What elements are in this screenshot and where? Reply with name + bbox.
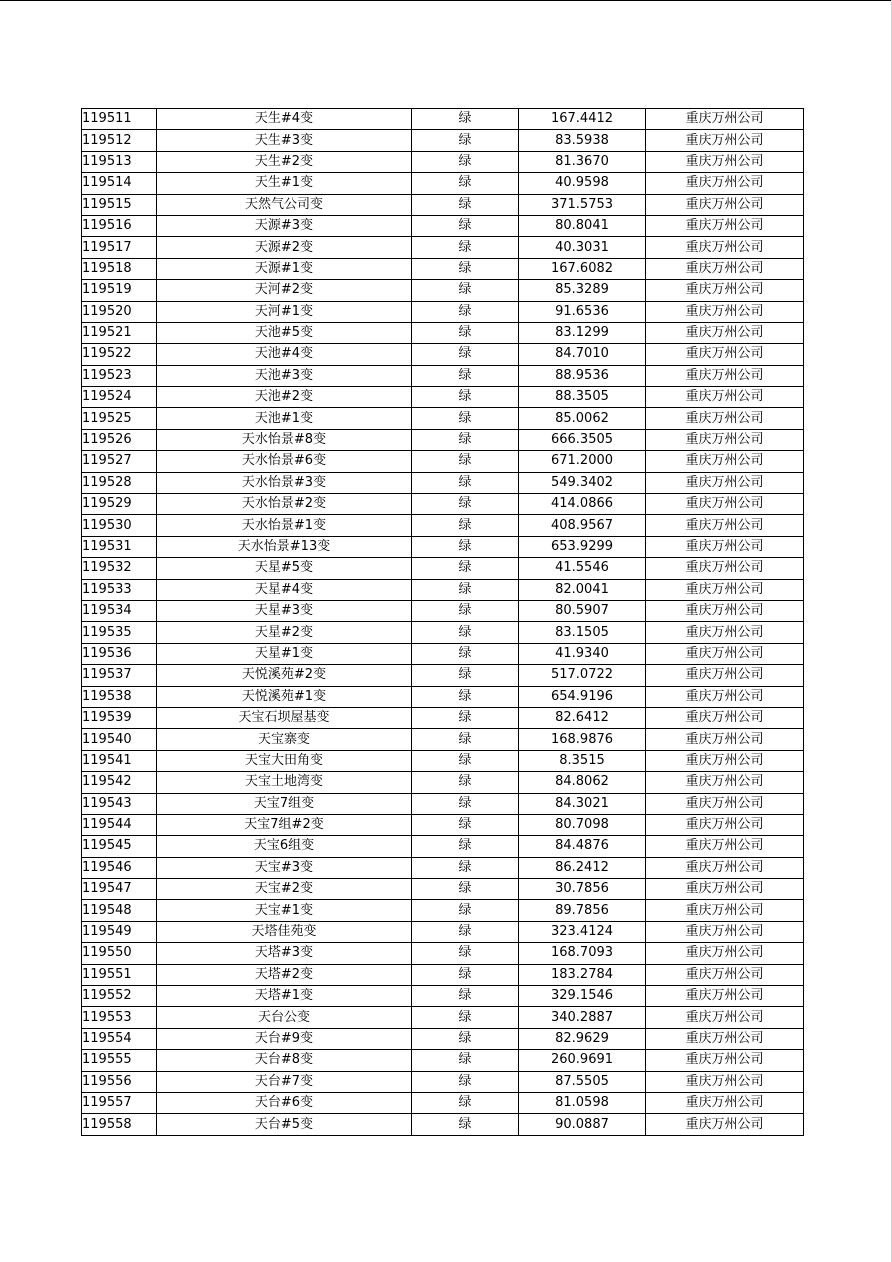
row-company-cell: 重庆万州公司 <box>646 686 804 707</box>
row-id-cell: 119520 <box>82 301 157 322</box>
table-row <box>82 429 804 450</box>
table-row <box>82 750 804 771</box>
table-row <box>82 472 804 493</box>
row-value-cell: 168.7093 <box>519 943 646 964</box>
row-id-cell: 119542 <box>82 772 157 793</box>
row-value-cell: 371.5753 <box>519 194 646 215</box>
row-name-cell: 天水怡景#3变 <box>157 472 412 493</box>
row-type-cell: 绿 <box>412 1028 519 1049</box>
row-name-cell: 天生#2变 <box>157 151 412 172</box>
row-name-cell: 天宝#1变 <box>157 900 412 921</box>
row-name-cell: 天源#3变 <box>157 215 412 236</box>
row-id-cell: 119540 <box>82 729 157 750</box>
row-company-cell: 重庆万州公司 <box>646 857 804 878</box>
row-id-cell: 119513 <box>82 151 157 172</box>
table-row <box>82 322 804 343</box>
row-type-cell: 绿 <box>412 879 519 900</box>
table-row <box>82 793 804 814</box>
row-id-cell: 119534 <box>82 600 157 621</box>
row-value-cell: 80.5907 <box>519 600 646 621</box>
table-row <box>82 258 804 279</box>
table-row <box>82 173 804 194</box>
row-name-cell: 天水怡景#6变 <box>157 451 412 472</box>
row-company-cell: 重庆万州公司 <box>646 1007 804 1028</box>
row-value-cell: 30.7856 <box>519 879 646 900</box>
row-type-cell: 绿 <box>412 707 519 728</box>
row-id-cell: 119555 <box>82 1050 157 1071</box>
row-name-cell: 天宝#3变 <box>157 857 412 878</box>
row-name-cell: 天河#1变 <box>157 301 412 322</box>
table-row <box>82 943 804 964</box>
row-value-cell: 671.2000 <box>519 451 646 472</box>
row-name-cell: 天宝7组变 <box>157 793 412 814</box>
row-type-cell: 绿 <box>412 558 519 579</box>
table-row <box>82 921 804 942</box>
row-value-cell: 8.3515 <box>519 750 646 771</box>
row-type-cell: 绿 <box>412 964 519 985</box>
row-id-cell: 119538 <box>82 686 157 707</box>
table-row <box>82 1028 804 1049</box>
row-type-cell: 绿 <box>412 921 519 942</box>
row-id-cell: 119541 <box>82 750 157 771</box>
row-company-cell: 重庆万州公司 <box>646 665 804 686</box>
row-company-cell: 重庆万州公司 <box>646 280 804 301</box>
row-company-cell: 重庆万州公司 <box>646 494 804 515</box>
row-id-cell: 119544 <box>82 814 157 835</box>
row-type-cell: 绿 <box>412 579 519 600</box>
row-id-cell: 119556 <box>82 1071 157 1092</box>
table-row <box>82 408 804 429</box>
table-row <box>82 707 804 728</box>
row-type-cell: 绿 <box>412 1050 519 1071</box>
table-row <box>82 237 804 258</box>
row-name-cell: 天塔#2变 <box>157 964 412 985</box>
table-row <box>82 1092 804 1113</box>
row-id-cell: 119511 <box>82 109 157 130</box>
row-id-cell: 119514 <box>82 173 157 194</box>
row-type-cell: 绿 <box>412 750 519 771</box>
row-name-cell: 天悦溪苑#1变 <box>157 686 412 707</box>
row-type-cell: 绿 <box>412 387 519 408</box>
row-type-cell: 绿 <box>412 1092 519 1113</box>
row-id-cell: 119551 <box>82 964 157 985</box>
row-company-cell: 重庆万州公司 <box>646 707 804 728</box>
row-name-cell: 天星#2变 <box>157 622 412 643</box>
row-value-cell: 167.4412 <box>519 109 646 130</box>
row-type-cell: 绿 <box>412 986 519 1007</box>
row-company-cell: 重庆万州公司 <box>646 772 804 793</box>
row-type-cell: 绿 <box>412 857 519 878</box>
row-value-cell: 83.1299 <box>519 322 646 343</box>
row-id-cell: 119535 <box>82 622 157 643</box>
table-row <box>82 1114 804 1135</box>
row-name-cell: 天星#1变 <box>157 643 412 664</box>
row-company-cell: 重庆万州公司 <box>646 558 804 579</box>
row-type-cell: 绿 <box>412 643 519 664</box>
row-name-cell: 天台#8变 <box>157 1050 412 1071</box>
row-value-cell: 85.3289 <box>519 280 646 301</box>
row-id-cell: 119521 <box>82 322 157 343</box>
row-name-cell: 天宝寨变 <box>157 729 412 750</box>
row-name-cell: 天宝土地湾变 <box>157 772 412 793</box>
row-name-cell: 天水怡景#13变 <box>157 536 412 557</box>
row-id-cell: 119557 <box>82 1092 157 1113</box>
row-type-cell: 绿 <box>412 301 519 322</box>
row-value-cell: 408.9567 <box>519 515 646 536</box>
row-company-cell: 重庆万州公司 <box>646 1092 804 1113</box>
row-value-cell: 653.9299 <box>519 536 646 557</box>
row-type-cell: 绿 <box>412 322 519 343</box>
row-value-cell: 84.8062 <box>519 772 646 793</box>
table-row <box>82 900 804 921</box>
table-row <box>82 536 804 557</box>
table-row <box>82 986 804 1007</box>
table-row <box>82 814 804 835</box>
table-row <box>82 665 804 686</box>
row-name-cell: 天源#2变 <box>157 237 412 258</box>
table-row <box>82 579 804 600</box>
row-name-cell: 天宝#2变 <box>157 879 412 900</box>
data-table <box>81 108 804 1136</box>
row-type-cell: 绿 <box>412 729 519 750</box>
table-row <box>82 130 804 151</box>
row-value-cell: 89.7856 <box>519 900 646 921</box>
row-id-cell: 119548 <box>82 900 157 921</box>
row-value-cell: 666.3505 <box>519 429 646 450</box>
row-id-cell: 119529 <box>82 494 157 515</box>
row-value-cell: 87.5505 <box>519 1071 646 1092</box>
row-value-cell: 81.3670 <box>519 151 646 172</box>
row-value-cell: 83.5938 <box>519 130 646 151</box>
table-row <box>82 109 804 130</box>
row-company-cell: 重庆万州公司 <box>646 1028 804 1049</box>
row-id-cell: 119518 <box>82 258 157 279</box>
row-value-cell: 80.8041 <box>519 215 646 236</box>
table-row <box>82 515 804 536</box>
row-name-cell: 天星#4变 <box>157 579 412 600</box>
row-value-cell: 84.3021 <box>519 793 646 814</box>
row-type-cell: 绿 <box>412 237 519 258</box>
table-row <box>82 451 804 472</box>
row-type-cell: 绿 <box>412 515 519 536</box>
row-name-cell: 天池#5变 <box>157 322 412 343</box>
row-company-cell: 重庆万州公司 <box>646 365 804 386</box>
table-row <box>82 1007 804 1028</box>
row-value-cell: 167.6082 <box>519 258 646 279</box>
row-value-cell: 80.7098 <box>519 814 646 835</box>
row-company-cell: 重庆万州公司 <box>646 151 804 172</box>
row-value-cell: 654.9196 <box>519 686 646 707</box>
row-id-cell: 119539 <box>82 707 157 728</box>
table-row <box>82 964 804 985</box>
row-id-cell: 119516 <box>82 215 157 236</box>
row-name-cell: 天生#3变 <box>157 130 412 151</box>
row-name-cell: 天塔#1变 <box>157 986 412 1007</box>
row-company-cell: 重庆万州公司 <box>646 750 804 771</box>
table-row <box>82 836 804 857</box>
row-name-cell: 天生#1变 <box>157 173 412 194</box>
row-company-cell: 重庆万州公司 <box>646 1071 804 1092</box>
row-value-cell: 260.9691 <box>519 1050 646 1071</box>
row-type-cell: 绿 <box>412 151 519 172</box>
row-name-cell: 天水怡景#2变 <box>157 494 412 515</box>
row-name-cell: 天生#4变 <box>157 109 412 130</box>
row-company-cell: 重庆万州公司 <box>646 109 804 130</box>
row-id-cell: 119524 <box>82 387 157 408</box>
row-company-cell: 重庆万州公司 <box>646 1114 804 1135</box>
row-name-cell: 天源#1变 <box>157 258 412 279</box>
row-company-cell: 重庆万州公司 <box>646 793 804 814</box>
row-value-cell: 91.6536 <box>519 301 646 322</box>
row-name-cell: 天台#9变 <box>157 1028 412 1049</box>
row-id-cell: 119553 <box>82 1007 157 1028</box>
row-value-cell: 323.4124 <box>519 921 646 942</box>
row-company-cell: 重庆万州公司 <box>646 173 804 194</box>
row-company-cell: 重庆万州公司 <box>646 194 804 215</box>
row-name-cell: 天池#1变 <box>157 408 412 429</box>
row-company-cell: 重庆万州公司 <box>646 258 804 279</box>
row-company-cell: 重庆万州公司 <box>646 600 804 621</box>
row-value-cell: 88.9536 <box>519 365 646 386</box>
row-company-cell: 重庆万州公司 <box>646 130 804 151</box>
row-id-cell: 119531 <box>82 536 157 557</box>
row-value-cell: 85.0062 <box>519 408 646 429</box>
row-type-cell: 绿 <box>412 814 519 835</box>
row-name-cell: 天台#5变 <box>157 1114 412 1135</box>
table-row <box>82 1050 804 1071</box>
row-name-cell: 天宝7组#2变 <box>157 814 412 835</box>
row-type-cell: 绿 <box>412 536 519 557</box>
row-value-cell: 183.2784 <box>519 964 646 985</box>
row-type-cell: 绿 <box>412 686 519 707</box>
row-value-cell: 40.9598 <box>519 173 646 194</box>
row-value-cell: 329.1546 <box>519 986 646 1007</box>
row-company-cell: 重庆万州公司 <box>646 429 804 450</box>
row-type-cell: 绿 <box>412 429 519 450</box>
table-row <box>82 857 804 878</box>
table-body <box>82 109 804 1136</box>
table-row <box>82 280 804 301</box>
row-name-cell: 天塔#3变 <box>157 943 412 964</box>
row-name-cell: 天台#7变 <box>157 1071 412 1092</box>
row-id-cell: 119530 <box>82 515 157 536</box>
table-row <box>82 387 804 408</box>
row-company-cell: 重庆万州公司 <box>646 729 804 750</box>
row-value-cell: 517.0722 <box>519 665 646 686</box>
row-value-cell: 41.9340 <box>519 643 646 664</box>
row-name-cell: 天塔佳苑变 <box>157 921 412 942</box>
row-id-cell: 119545 <box>82 836 157 857</box>
row-name-cell: 天池#2变 <box>157 387 412 408</box>
row-company-cell: 重庆万州公司 <box>646 451 804 472</box>
row-type-cell: 绿 <box>412 472 519 493</box>
row-type-cell: 绿 <box>412 109 519 130</box>
row-company-cell: 重庆万州公司 <box>646 536 804 557</box>
table-row <box>82 772 804 793</box>
row-type-cell: 绿 <box>412 194 519 215</box>
table-row <box>82 151 804 172</box>
row-name-cell: 天河#2变 <box>157 280 412 301</box>
row-value-cell: 340.2887 <box>519 1007 646 1028</box>
table-row <box>82 1071 804 1092</box>
row-value-cell: 88.3505 <box>519 387 646 408</box>
row-value-cell: 83.1505 <box>519 622 646 643</box>
row-value-cell: 414.0866 <box>519 494 646 515</box>
row-value-cell: 86.2412 <box>519 857 646 878</box>
row-id-cell: 119512 <box>82 130 157 151</box>
row-name-cell: 天台#6变 <box>157 1092 412 1113</box>
row-type-cell: 绿 <box>412 600 519 621</box>
row-type-cell: 绿 <box>412 365 519 386</box>
row-id-cell: 119522 <box>82 344 157 365</box>
row-company-cell: 重庆万州公司 <box>646 408 804 429</box>
table-row <box>82 643 804 664</box>
row-name-cell: 天池#3变 <box>157 365 412 386</box>
row-name-cell: 天水怡景#1变 <box>157 515 412 536</box>
row-id-cell: 119543 <box>82 793 157 814</box>
table-row <box>82 301 804 322</box>
row-type-cell: 绿 <box>412 494 519 515</box>
row-type-cell: 绿 <box>412 900 519 921</box>
table-row <box>82 494 804 515</box>
row-id-cell: 119554 <box>82 1028 157 1049</box>
row-company-cell: 重庆万州公司 <box>646 643 804 664</box>
row-company-cell: 重庆万州公司 <box>646 322 804 343</box>
row-id-cell: 119536 <box>82 643 157 664</box>
row-type-cell: 绿 <box>412 836 519 857</box>
row-id-cell: 119558 <box>82 1114 157 1135</box>
page-top-border <box>0 0 892 1</box>
row-name-cell: 天宝石坝屋基变 <box>157 707 412 728</box>
row-name-cell: 天宝6组变 <box>157 836 412 857</box>
row-name-cell: 天宝大田角变 <box>157 750 412 771</box>
row-company-cell: 重庆万州公司 <box>646 215 804 236</box>
row-type-cell: 绿 <box>412 344 519 365</box>
row-company-cell: 重庆万州公司 <box>646 387 804 408</box>
row-value-cell: 82.0041 <box>519 579 646 600</box>
row-value-cell: 81.0598 <box>519 1092 646 1113</box>
row-company-cell: 重庆万州公司 <box>646 879 804 900</box>
table-row <box>82 215 804 236</box>
row-type-cell: 绿 <box>412 451 519 472</box>
row-id-cell: 119519 <box>82 280 157 301</box>
row-id-cell: 119523 <box>82 365 157 386</box>
row-type-cell: 绿 <box>412 130 519 151</box>
row-value-cell: 84.7010 <box>519 344 646 365</box>
row-company-cell: 重庆万州公司 <box>646 943 804 964</box>
row-company-cell: 重庆万州公司 <box>646 237 804 258</box>
table-row <box>82 365 804 386</box>
row-value-cell: 168.9876 <box>519 729 646 750</box>
row-value-cell: 82.9629 <box>519 1028 646 1049</box>
row-value-cell: 84.4876 <box>519 836 646 857</box>
row-company-cell: 重庆万州公司 <box>646 515 804 536</box>
row-value-cell: 82.6412 <box>519 707 646 728</box>
row-company-cell: 重庆万州公司 <box>646 836 804 857</box>
row-id-cell: 119552 <box>82 986 157 1007</box>
row-type-cell: 绿 <box>412 1007 519 1028</box>
row-value-cell: 41.5546 <box>519 558 646 579</box>
row-name-cell: 天台公变 <box>157 1007 412 1028</box>
row-company-cell: 重庆万州公司 <box>646 986 804 1007</box>
row-id-cell: 119527 <box>82 451 157 472</box>
table-row <box>82 879 804 900</box>
table-row <box>82 558 804 579</box>
row-id-cell: 119549 <box>82 921 157 942</box>
row-company-cell: 重庆万州公司 <box>646 579 804 600</box>
row-type-cell: 绿 <box>412 1114 519 1135</box>
row-name-cell: 天池#4变 <box>157 344 412 365</box>
row-id-cell: 119550 <box>82 943 157 964</box>
table-row <box>82 600 804 621</box>
row-value-cell: 40.3031 <box>519 237 646 258</box>
row-id-cell: 119547 <box>82 879 157 900</box>
row-id-cell: 119515 <box>82 194 157 215</box>
table-row <box>82 194 804 215</box>
row-company-cell: 重庆万州公司 <box>646 814 804 835</box>
row-type-cell: 绿 <box>412 215 519 236</box>
row-id-cell: 119546 <box>82 857 157 878</box>
row-name-cell: 天然气公司变 <box>157 194 412 215</box>
row-id-cell: 119525 <box>82 408 157 429</box>
row-type-cell: 绿 <box>412 772 519 793</box>
table-row <box>82 686 804 707</box>
table-row <box>82 622 804 643</box>
row-name-cell: 天星#3变 <box>157 600 412 621</box>
row-id-cell: 119517 <box>82 237 157 258</box>
row-type-cell: 绿 <box>412 258 519 279</box>
row-type-cell: 绿 <box>412 173 519 194</box>
row-name-cell: 天悦溪苑#2变 <box>157 665 412 686</box>
row-type-cell: 绿 <box>412 793 519 814</box>
table-row <box>82 729 804 750</box>
row-type-cell: 绿 <box>412 943 519 964</box>
row-name-cell: 天星#5变 <box>157 558 412 579</box>
row-id-cell: 119537 <box>82 665 157 686</box>
row-type-cell: 绿 <box>412 622 519 643</box>
row-company-cell: 重庆万州公司 <box>646 1050 804 1071</box>
row-company-cell: 重庆万州公司 <box>646 472 804 493</box>
row-id-cell: 119528 <box>82 472 157 493</box>
row-id-cell: 119533 <box>82 579 157 600</box>
row-company-cell: 重庆万州公司 <box>646 301 804 322</box>
row-id-cell: 119532 <box>82 558 157 579</box>
row-company-cell: 重庆万州公司 <box>646 964 804 985</box>
row-company-cell: 重庆万州公司 <box>646 900 804 921</box>
row-type-cell: 绿 <box>412 408 519 429</box>
row-company-cell: 重庆万州公司 <box>646 622 804 643</box>
table-row <box>82 344 804 365</box>
row-company-cell: 重庆万州公司 <box>646 921 804 942</box>
row-company-cell: 重庆万州公司 <box>646 344 804 365</box>
row-type-cell: 绿 <box>412 665 519 686</box>
row-type-cell: 绿 <box>412 1071 519 1092</box>
row-value-cell: 90.0887 <box>519 1114 646 1135</box>
row-value-cell: 549.3402 <box>519 472 646 493</box>
row-type-cell: 绿 <box>412 280 519 301</box>
row-id-cell: 119526 <box>82 429 157 450</box>
row-name-cell: 天水怡景#8变 <box>157 429 412 450</box>
